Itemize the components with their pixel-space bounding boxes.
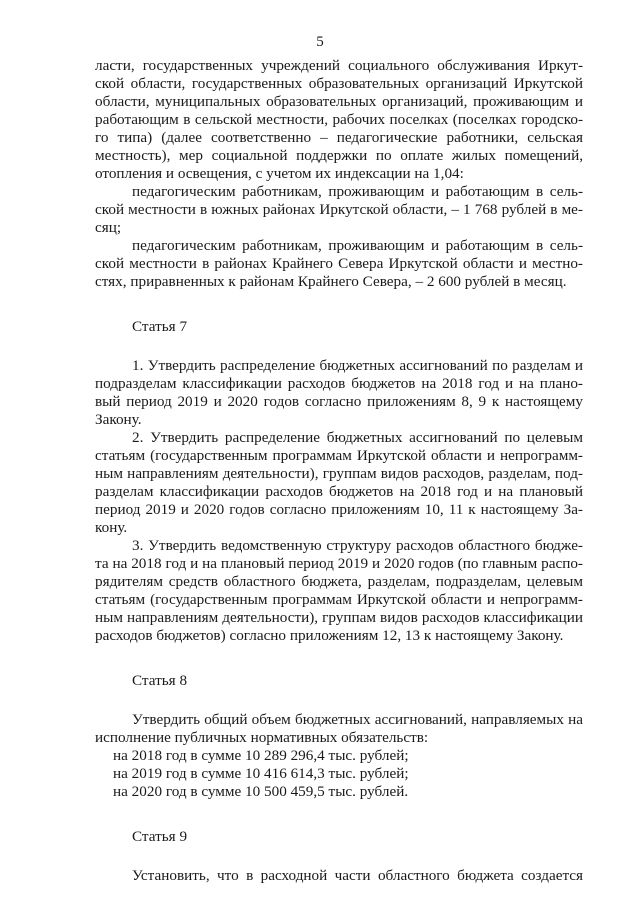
text-line: ным направлениям деятельности), группам видов расходов, разделам, под- [95, 465, 583, 482]
text-line: та на 2018 год и на плановый период 2019 и 2020 годов (по главным распо- [95, 555, 583, 572]
text-line: педагогическим работникам, проживающим и работающим в сель- [132, 183, 583, 200]
text-line: рядителям средств областного бюджета, разделам, подразделам, целевым [95, 573, 583, 590]
text-line: разделам классификации расходов бюджетов на 2018 год и на плановый [95, 483, 583, 500]
intro-paragraph [95, 57, 583, 183]
text-line: вый период 2019 и 2020 годов согласно приложениям 8, 9 к настоящему [95, 393, 583, 410]
article-9-paragraph-1 [95, 867, 583, 885]
text-line: отопления и освещения, с учетом их индексации на 1,04: [95, 165, 464, 182]
text-line: ской местности в южных районах Иркутской области, – 1 768 рублей в ме- [95, 201, 583, 218]
text-line: работающим в сельской местности, рабочих поселках (поселках городско- [95, 111, 583, 128]
text-line: сяц; [95, 219, 122, 236]
list-item-north [95, 237, 583, 291]
document-body [95, 57, 583, 885]
article-8-heading: Статья 8 [132, 672, 188, 689]
text-line: местность), мер социальной поддержки по оплате жилых помещений, [95, 147, 583, 164]
article-9-heading: Статья 9 [132, 828, 188, 845]
list-item: на 2020 год в сумме 10 500 459,5 тыс. рублей. [113, 783, 409, 800]
text-line: статьям (государственным программам Иркутской области и непрограмм- [95, 591, 583, 608]
text-line: го типа) (далее соответственно – педагогические работники, сельская [95, 129, 583, 146]
article-7-paragraph-3 [95, 537, 583, 645]
article-8-paragraph-1 [95, 711, 583, 747]
text-line: период 2019 и 2020 годов согласно приложениям 10, 11 к настоящему За- [95, 501, 583, 518]
text-line: ласти, государственных учреждений социального обслуживания Иркут- [95, 57, 583, 74]
text-line: расходов бюджетов) согласно приложениям 12, 13 к настоящему Закону. [95, 627, 564, 644]
article-8-amounts [95, 747, 583, 801]
text-line: Утвердить общий объем бюджетных ассигнований, направляемых на [132, 711, 583, 728]
list-item: на 2018 год в сумме 10 289 296,4 тыс. рублей; [113, 747, 409, 764]
text-line: Установить, что в расходной части областного бюджета создается [132, 867, 583, 884]
text-line: области, муниципальных образовательных организаций, проживающим и [95, 93, 583, 110]
article-7-heading: Статья 7 [132, 318, 188, 335]
text-line: 2. Утвердить распределение бюджетных ассигнований по целевым [132, 429, 583, 446]
text-line: 1. Утвердить распределение бюджетных ассигнований по разделам и [132, 357, 583, 374]
text-line: подразделам классификации расходов бюджетов на 2018 год и на плано- [95, 375, 583, 392]
text-line: ской местности в районах Крайнего Севера Иркутской области и местно- [95, 255, 583, 272]
list-item-south [95, 183, 583, 237]
list-item: на 2019 год в сумме 10 416 614,3 тыс. рублей; [113, 765, 409, 782]
text-line: статьям (государственным программам Иркутской области и непрограмм- [95, 447, 583, 464]
article-7-paragraph-2 [95, 429, 583, 537]
text-line: ской области, государственных образовательных организаций Иркутской [95, 75, 583, 92]
text-line: стях, приравненных к районам Крайнего Севера, – 2 600 рублей в месяц. [95, 273, 567, 290]
text-line: педагогическим работникам, проживающим и работающим в сель- [132, 237, 583, 254]
text-line: Закону. [95, 411, 142, 428]
text-line: исполнение публичных нормативных обязательств: [95, 729, 429, 746]
text-line: кону. [95, 519, 128, 536]
text-line: 3. Утвердить ведомственную структуру расходов областного бюдже- [132, 537, 583, 554]
article-7-paragraph-1 [95, 357, 583, 429]
page-number: 5 [316, 34, 324, 50]
text-line: ным направлениям деятельности), группам видов расходов классификации [95, 609, 583, 626]
